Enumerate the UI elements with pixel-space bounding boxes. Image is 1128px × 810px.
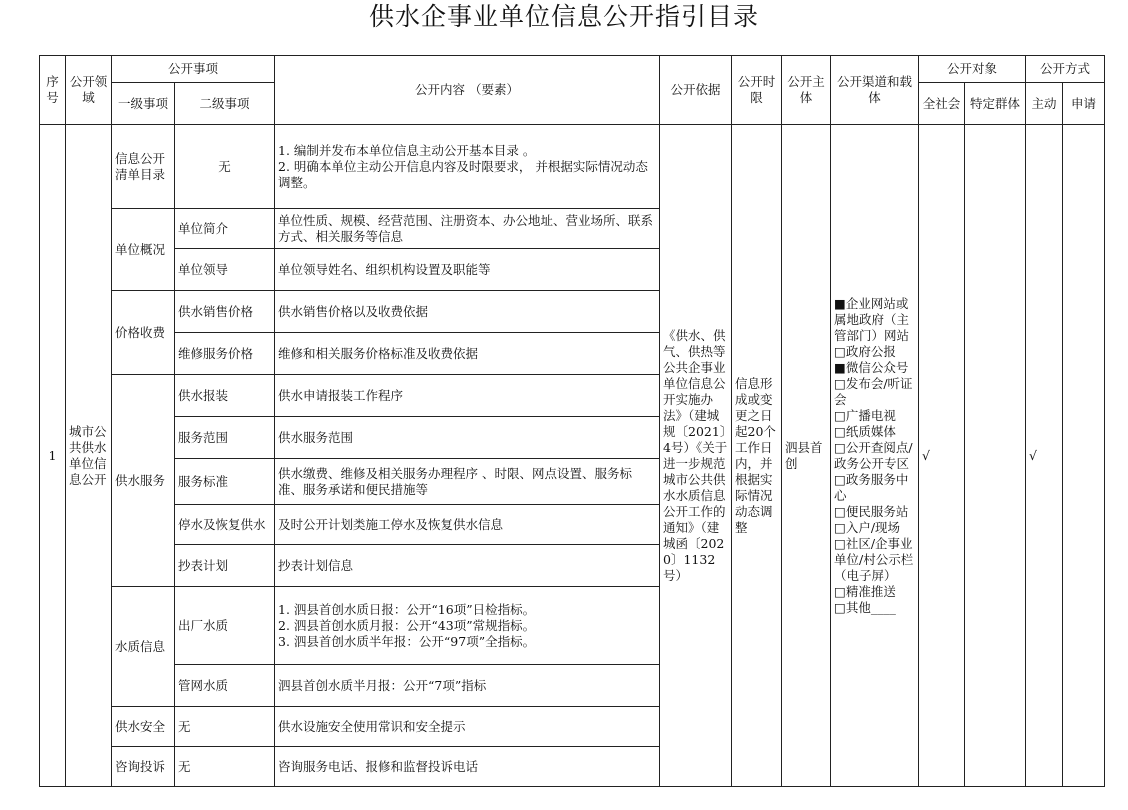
channel-item: □政府公报 <box>834 343 896 359</box>
level2-item: 供水销售价格 <box>175 291 275 333</box>
channel-item: ■微信公众号 <box>834 359 909 375</box>
channel-item: □公开查阅点/政务公开专区 <box>834 439 913 471</box>
level2-item: 出厂水质 <box>175 587 275 665</box>
content-item: 单位性质、规模、经营范围、注册资本、办公地址、营业场所、联系方式、相关服务等信息 <box>275 209 660 249</box>
level1-overview: 单位概况 <box>112 209 175 291</box>
channel-item: □社区/企事业单位/村公示栏（电子屏） <box>834 535 914 583</box>
content-item: 供水缴费、维修及相关服务办理程序 、时限、网点设置、服务标准、服务承诺和便民措施等 <box>275 459 660 505</box>
level1-quality: 水质信息 <box>112 587 175 707</box>
content-item: 单位领导姓名、组织机构设置及职能等 <box>275 249 660 291</box>
channel-item: □政务服务中心 <box>834 471 909 503</box>
level2-list: 无 <box>175 125 275 209</box>
level1-list: 信息公开清单目录 <box>112 125 175 209</box>
header-items: 公开事项 <box>112 56 275 83</box>
channel-item: □广播电视 <box>834 407 896 423</box>
level2-item: 单位简介 <box>175 209 275 249</box>
header-basis: 公开依据 <box>660 56 732 125</box>
level2-safety: 无 <box>175 707 275 747</box>
content-line: 2. 泗县首创水质月报：公开“43项”常规指标。 <box>278 617 536 633</box>
header-target-specific: 特定群体 <box>965 83 1026 125</box>
header-method-active: 主动 <box>1026 83 1063 125</box>
header-subject: 公开主体 <box>782 56 831 125</box>
header-method: 公开方式 <box>1026 56 1105 83</box>
content-item: 供水申请报装工作程序 <box>275 375 660 417</box>
level2-item: 供水报装 <box>175 375 275 417</box>
level2-item: 抄表计划 <box>175 545 275 587</box>
header-channel: 公开渠道和载体 <box>831 56 919 125</box>
content-line: 2. 明确本单位主动公开信息内容及时限要求， 并根据实际情况动态调整。 <box>278 158 648 190</box>
content-item: 泗县首创水质半月报：公开“7项”指标 <box>275 665 660 707</box>
row-method-apply <box>1063 125 1105 787</box>
level2-item: 服务范围 <box>175 417 275 459</box>
header-level1: 一级事项 <box>112 83 175 125</box>
header-seq: 序号 <box>40 56 66 125</box>
content-item: 供水服务范围 <box>275 417 660 459</box>
row-channels <box>831 125 919 787</box>
row-time: 信息形成或变更之日起20个工作日内，并根据实际情况动态调整 <box>732 125 782 787</box>
level2-item: 维修服务价格 <box>175 333 275 375</box>
level1-complaint: 咨询投诉 <box>112 747 175 787</box>
header-level2: 二级事项 <box>175 83 275 125</box>
header-target: 公开对象 <box>919 56 1026 83</box>
content-item: 抄表计划信息 <box>275 545 660 587</box>
row-target-specific <box>965 125 1026 787</box>
level2-item: 停水及恢复供水 <box>175 505 275 545</box>
level1-service: 供水服务 <box>112 375 175 587</box>
level2-item: 单位领导 <box>175 249 275 291</box>
channel-item: □精准推送 <box>834 583 896 599</box>
content-line: 1. 泗县首创水质日报：公开“16项”日检指标。 <box>278 601 536 617</box>
level2-item: 服务标准 <box>175 459 275 505</box>
channel-item: □发布会/听证会 <box>834 375 913 407</box>
header-method-apply: 申请 <box>1063 83 1105 125</box>
content-line: 1. 编制并发布本单位信息主动公开基本目录 。 <box>278 142 536 158</box>
content-item: 及时公开计划类施工停水及恢复供水信息 <box>275 505 660 545</box>
row-method-active: √ <box>1026 125 1063 787</box>
level1-price: 价格收费 <box>112 291 175 375</box>
header-time: 公开时限 <box>732 56 782 125</box>
row-seq: 1 <box>40 125 66 787</box>
header-content: 公开内容 （要素） <box>275 56 660 125</box>
content-item: 供水销售价格以及收费依据 <box>275 291 660 333</box>
content-list <box>275 125 660 209</box>
disclosure-directory-table <box>39 55 1105 787</box>
content-safety: 供水设施安全使用常识和安全提示 <box>275 707 660 747</box>
level2-item: 管网水质 <box>175 665 275 707</box>
row-subject: 泗县首创 <box>782 125 831 787</box>
content-item: 维修和相关服务价格标准及收费依据 <box>275 333 660 375</box>
row-target-all: √ <box>919 125 965 787</box>
row-basis: 《供水、供气、供热等公共企事业单位信息公开实施办法》（建城规〔2021〕4号）《关于进一步规范城市公共供水水质信息公开工作的通知》（建城函〔2020〕1132号） <box>660 125 732 787</box>
content-complaint: 咨询服务电话、报修和监督投诉电话 <box>275 747 660 787</box>
channel-item: □入户/现场 <box>834 519 901 535</box>
channel-item: □其他____ <box>834 599 896 615</box>
row-field: 城市公共供水单位信息公开 <box>66 125 112 787</box>
header-target-all: 全社会 <box>919 83 965 125</box>
channel-item: □纸质媒体 <box>834 423 896 439</box>
level2-complaint: 无 <box>175 747 275 787</box>
content-item <box>275 587 660 665</box>
channel-item: ■企业网站或属地政府（主管部门）网站 <box>834 295 910 343</box>
header-field: 公开领域 <box>66 56 112 125</box>
page-title: 供水企事业单位信息公开指引目录 <box>368 2 759 31</box>
channel-item: □便民服务站 <box>834 503 909 519</box>
level1-safety: 供水安全 <box>112 707 175 747</box>
content-line: 3. 泗县首创水质半年报：公开“97项”全指标。 <box>278 633 536 649</box>
